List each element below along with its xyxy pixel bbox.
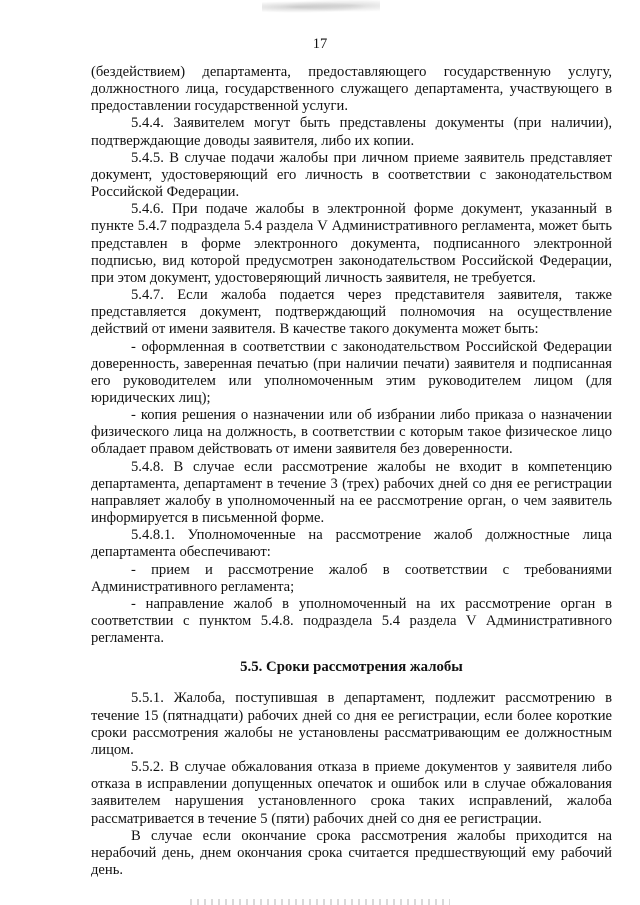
list-item-forwarding: - направление жалоб в уполномоченный на их рассмотрение орган в соответствии с пунктом 5.4.8. подраздела 5.4 раздела V Административного регламента. xyxy=(91,595,612,647)
paragraph-5-4-4: 5.4.4. Заявителем могут быть представлены документы (при наличии), подтверждающие доводы заявителя, либо их копии. xyxy=(91,115,612,149)
paragraph-5-5-2: 5.5.2. В случае обжалования отказа в приеме документов у заявителя либо отказа в исправлении допущенных опечаток и ошибок или в случае обжалования заявителем нарушения установленного срока таких исправлений, жалоба рассматривается в течение 5 (пяти) рабочих дней со дня ее регистрации. xyxy=(91,759,612,827)
page-number: 17 xyxy=(312,36,328,52)
paragraph-continuation: (бездействием) департамента, предоставляющего государственную услугу, должностного лица, государственного служащего департамента, участвующего в предоставлении государственной услуги. xyxy=(91,64,612,115)
list-item-power-of-attorney: - оформленная в соответствии с законодательством Российской Федерации доверенность, заверенная печатью (при наличии печати) заявителя и подписанная его руководителем или уполномоченным этим руководителем лицом (для юридических лиц); xyxy=(91,338,612,406)
section-heading-5-5: 5.5. Сроки рассмотрения жалобы xyxy=(240,659,463,676)
paragraph-5-4-8: 5.4.8. В случае если рассмотрение жалобы не входит в компетенцию департамента, департамент в течение 3 (трех) рабочих дней со дня ее регистрации направляет жалобу в уполномоченный на ее рассмотрение орган, о чем заявитель информируется в письменной форме. xyxy=(91,458,612,527)
paragraph-5-4-5: 5.4.5. В случае подачи жалобы при личном приеме заявитель представляет документ, удостоверяющий его личность в соответствии с законодательством Российской Федерации. xyxy=(91,149,612,201)
scan-artifact-top xyxy=(262,0,380,14)
document-body xyxy=(91,64,612,879)
paragraph-5-4-7: 5.4.7. Если жалоба подается через представителя заявителя, также представляется документ, подтверждающий полномочия на осуществление действий от имени заявителя. В качестве такого документа может быть: xyxy=(91,287,612,338)
list-item-reception: - прием и рассмотрение жалоб в соответствии с требованиями Административного регламента; xyxy=(91,561,612,595)
paragraph-5-5-1: 5.5.1. Жалоба, поступившая в департамент, подлежит рассмотрению в течение 15 (пятнадцати) рабочих дней со дня ее регистрации, если более короткие сроки рассмотрения жалобы не установлены рассматривающим ее должностным лицом. xyxy=(91,690,612,758)
list-item-appointment-copy: - копия решения о назначении или об избрании либо приказа о назначении физического лица на должность, в соответствии с которым такое физическое лицо обладает правом действовать от имени заявителя без доверенности. xyxy=(91,407,612,458)
scan-artifact-bottom xyxy=(190,899,450,905)
paragraph-5-4-8-1: 5.4.8.1. Уполномоченные на рассмотрение жалоб должностные лица департамента обеспечивают: xyxy=(91,527,612,561)
paragraph-5-4-6: 5.4.6. При подаче жалобы в электронной форме документ, указанный в пункте 5.4.7 подраздела 5.4 раздела V Административного регламента, может быть представлен в форме электронного документа, подписанного электронной подписью, вид которой предусмотрен законодательством Российской Федерации, при этом документ, удостоверяющий личность заявителя, не требуется. xyxy=(91,201,612,286)
paragraph-nonworking-day: В случае если окончание срока рассмотрения жалобы приходится на нерабочий день, днем окончания срока считается предшествующий ему рабочий день. xyxy=(91,827,612,879)
